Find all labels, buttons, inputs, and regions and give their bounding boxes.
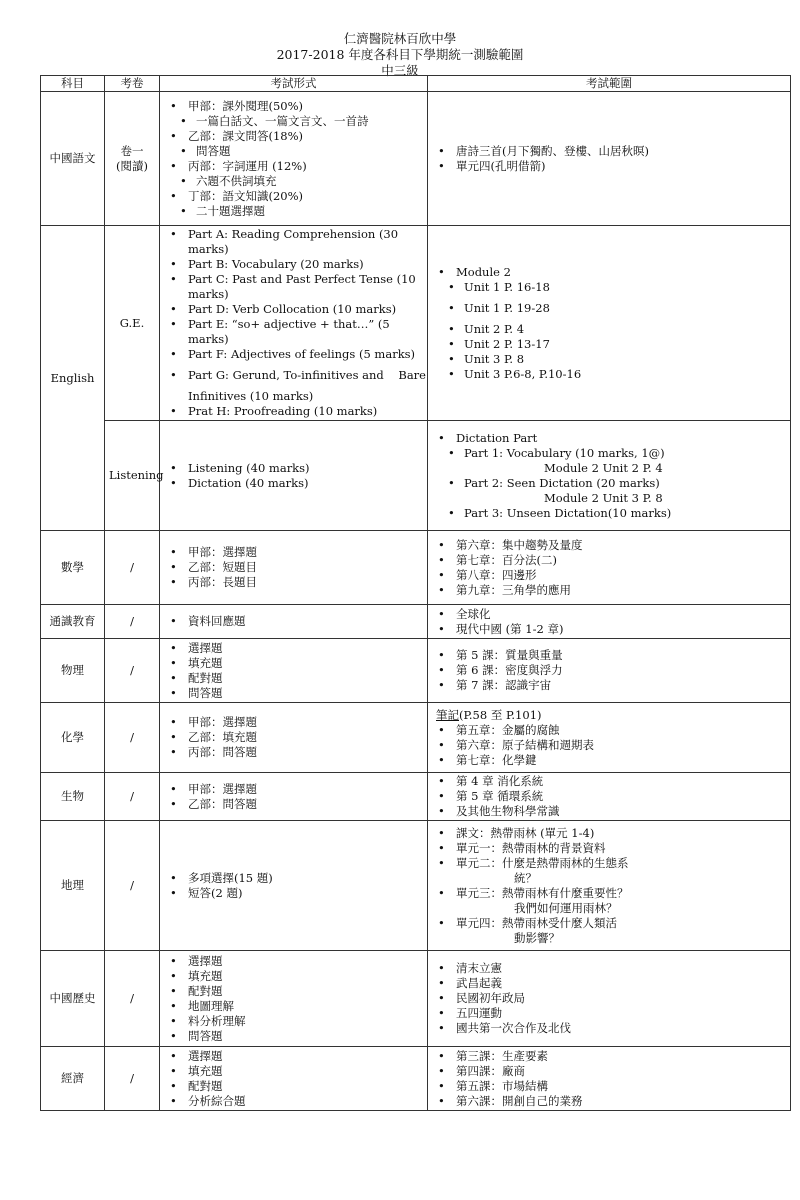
range-cell (428, 821, 791, 951)
list-item: • 丁部：語文知識(20%) (166, 189, 423, 204)
list-item: • 資料回應題 (166, 614, 423, 629)
list-item: • Dictation Part (434, 431, 786, 446)
table-row (41, 703, 791, 773)
list-item: Infinitives (10 marks) (188, 389, 314, 403)
list-item: • 乙部：填充題 (166, 730, 423, 745)
range-cell (428, 226, 791, 421)
table-row (41, 92, 791, 226)
list-item: • 單元四(孔明借箭) (434, 159, 786, 174)
list-item: • Unit 2 P. 13-17 (434, 337, 786, 352)
format-cell (160, 639, 428, 703)
list-item: • 及其他生物科學常識 (434, 804, 786, 819)
list-item: • 選擇題 (166, 1049, 423, 1064)
range-cell (428, 92, 791, 226)
table-row (41, 605, 791, 639)
list-item: • 填充題 (166, 656, 423, 671)
subject-cell: 物理 (41, 639, 105, 703)
subject-cell: 中國歷史 (41, 951, 105, 1047)
list-item: • 甲部：選擇題 (166, 545, 423, 560)
range-cell (428, 421, 791, 531)
list-item: • Unit 1 P. 19-28 (434, 301, 786, 316)
list-item: • 第九章：三角學的應用 (434, 583, 786, 598)
table-row (41, 821, 791, 951)
list-item: • 選擇題 (166, 954, 423, 969)
list-item: • 單元一：熱帶雨林的背景資料 (434, 841, 786, 856)
list-item: • 單元三：熱帶雨林有什麼重要性？ (434, 886, 786, 901)
list-item: • 第六課：開創自己的業務 (434, 1094, 786, 1109)
list-item: • 唐詩三首(月下獨酌、登樓、山居秋暝) (434, 144, 786, 159)
list-item: • 配對題 (166, 1079, 423, 1094)
range-cell (428, 605, 791, 639)
range-cell (428, 951, 791, 1047)
list-item: 統？ (514, 870, 537, 885)
list-item: • 第 5 章 循環系統 (434, 789, 786, 804)
list-item: • 丙部：長題目 (166, 575, 423, 590)
list-item: • 丙部：字詞運用 (12%) (166, 159, 423, 174)
list-item: • 問答題 (166, 686, 423, 701)
list-item: • 第 7 課：認識宇宙 (434, 678, 786, 693)
table-row (41, 951, 791, 1047)
exam-scope-table (40, 75, 791, 1111)
list-item: • Unit 3 P. 8 (434, 352, 786, 367)
list-item: • Part D: Verb Collocation (10 marks) (166, 302, 423, 317)
range-cell (428, 639, 791, 703)
list-item: • 問答題 (166, 144, 423, 159)
list-item: • 丙部：問答題 (166, 745, 423, 760)
list-item: • Prat H: Proofreading (10 marks) (166, 404, 423, 419)
range-cell (428, 773, 791, 821)
list-item: • 第七章：化學鍵 (434, 753, 786, 768)
list-item: • 填充題 (166, 1064, 423, 1079)
list-item: • 第六章：原子結構和週期表 (434, 738, 786, 753)
list-item: • Part G: Gerund, To-infinitives and Bare (166, 368, 423, 383)
list-item: 我們如何運用雨林？ (514, 900, 618, 915)
list-item: • 武昌起義 (434, 976, 786, 991)
list-item: • 第六章：集中趨勢及量度 (434, 538, 786, 553)
list-item: Module 2 Unit 2 P. 4 (544, 460, 663, 475)
notes-reference (434, 708, 786, 723)
list-item: • Unit 1 P. 16-18 (434, 280, 786, 295)
table-header-row (41, 76, 791, 92)
col-format-header: 考試形式 (160, 76, 428, 92)
subject-cell: 化學 (41, 703, 105, 773)
list-item: • 第八章：四邊形 (434, 568, 786, 583)
list-item: • 國共第一次合作及北伐 (434, 1021, 786, 1036)
list-item: • 第五課：市場結構 (434, 1079, 786, 1094)
format-cell (160, 703, 428, 773)
col-range-header: 考試範圍 (428, 76, 791, 92)
list-item: • 料分析理解 (166, 1014, 423, 1029)
list-item: • 第四課：廠商 (434, 1064, 786, 1079)
list-item: • 第 6 課：密度與浮力 (434, 663, 786, 678)
list-item: • 第 5 課：質量與重量 (434, 648, 786, 663)
format-cell (160, 92, 428, 226)
list-item: • 多項選擇(15 題) (166, 871, 423, 886)
list-item: • 第五章：金屬的腐蝕 (434, 723, 786, 738)
list-item: • Part 1: Vocabulary (10 marks, 1@) (434, 446, 786, 461)
range-cell (428, 531, 791, 605)
list-item: • 單元二：什麼是熱帶雨林的生態系 (434, 856, 786, 871)
list-item: • 選擇題 (166, 641, 423, 656)
paper-cell: G.E. (105, 226, 160, 421)
notes-label: 筆記 (436, 707, 459, 722)
list-item: • 第七章：百分法(二) (434, 553, 786, 568)
list-item: • Part B: Vocabulary (20 marks) (166, 257, 423, 272)
list-item: • 分析綜合題 (166, 1094, 423, 1109)
format-cell (160, 951, 428, 1047)
list-item: • Unit 3 P.6-8, P.10-16 (434, 367, 786, 382)
format-cell (160, 226, 428, 421)
subject-cell: 生物 (41, 773, 105, 821)
list-item: • 填充題 (166, 969, 423, 984)
list-item: • 清末立憲 (434, 961, 786, 976)
table-row (41, 773, 791, 821)
range-cell (428, 1047, 791, 1111)
format-cell (160, 605, 428, 639)
document-title: 2017-2018 年度各科目下學期統一測驗範圍 (276, 47, 524, 62)
list-item: • 現代中國 (第 1-2 章) (434, 622, 786, 637)
list-item: • 甲部：選擇題 (166, 715, 423, 730)
list-item: • Part 2: Seen Dictation (20 marks) (434, 476, 786, 491)
paper-cell: / (105, 1047, 160, 1111)
list-item: • Part E: “so+ adjective + that…” (5 marks) (166, 317, 423, 347)
format-cell (160, 821, 428, 951)
list-item: • 五四運動 (434, 1006, 786, 1021)
paper-cell: / (105, 703, 160, 773)
list-item: • 乙部：課文問答(18%) (166, 129, 423, 144)
list-item: • 第三課：生產要素 (434, 1049, 786, 1064)
list-item: • 課文：熱帶雨林 (單元 1-4) (434, 826, 786, 841)
table-row (41, 639, 791, 703)
list-item: • 第 4 章 消化系統 (434, 774, 786, 789)
list-item: • 六題不供詞填充 (166, 174, 423, 189)
paper-cell: / (105, 639, 160, 703)
list-item: • 二十題選擇題 (166, 204, 423, 219)
list-item: • 短答(2 題) (166, 886, 423, 901)
col-subject-header: 科目 (41, 76, 105, 92)
list-item: Module 2 Unit 3 P. 8 (544, 490, 663, 505)
paper-cell (105, 92, 160, 226)
subject-cell: 經濟 (41, 1047, 105, 1111)
list-item: • 民國初年政局 (434, 991, 786, 1006)
list-item: • Dictation (40 marks) (166, 476, 423, 491)
list-item: • Part F: Adjectives of feelings (5 marks) (166, 347, 423, 362)
range-cell (428, 703, 791, 773)
paper-cell: Listening (105, 421, 160, 531)
paper-cell: / (105, 951, 160, 1047)
format-cell (160, 531, 428, 605)
paper-label: 卷一 (閱讀) (116, 143, 148, 173)
format-cell (160, 773, 428, 821)
table-row (41, 421, 791, 531)
table-row (41, 531, 791, 605)
list-item: • 全球化 (434, 607, 786, 622)
list-item: • 配對題 (166, 671, 423, 686)
list-item: • 乙部：問答題 (166, 797, 423, 812)
subject-cell: 數學 (41, 531, 105, 605)
notes-pages: (P.58 至 P.101) (459, 707, 542, 722)
table-row (41, 226, 791, 421)
list-item: • 問答題 (166, 1029, 423, 1044)
list-item: • Unit 2 P. 4 (434, 322, 786, 337)
list-item: • 甲部：課外閱理(50%) (166, 99, 423, 114)
list-item: • 單元四：熱帶雨林受什麼人類活 (434, 916, 786, 931)
list-item: • 甲部：選擇題 (166, 782, 423, 797)
list-item: • Part 3: Unseen Dictation(10 marks) (434, 506, 786, 521)
list-item: • 配對題 (166, 984, 423, 999)
list-item: 動影響？ (514, 930, 560, 945)
list-item: • Part A: Reading Comprehension (30 marks) (166, 227, 423, 257)
list-item: • 地圖理解 (166, 999, 423, 1014)
list-item: • Listening (40 marks) (166, 461, 423, 476)
table-row (41, 1047, 791, 1111)
list-item: • Module 2 (434, 265, 786, 280)
subject-cell: 通識教育 (41, 605, 105, 639)
form-level: 中三級 (381, 63, 419, 78)
school-name: 仁濟醫院林百欣中學 (343, 31, 457, 46)
list-item: • Part C: Past and Past Perfect Tense (10 marks) (166, 272, 423, 302)
format-cell (160, 421, 428, 531)
paper-cell: / (105, 605, 160, 639)
subject-cell: 中國語文 (41, 92, 105, 226)
paper-cell: / (105, 773, 160, 821)
list-item: • 乙部：短題目 (166, 560, 423, 575)
list-item: • 一篇白話文、一篇文言文、一首詩 (166, 114, 423, 129)
subject-cell: 地理 (41, 821, 105, 951)
paper-cell: / (105, 821, 160, 951)
subject-cell: English (41, 226, 105, 531)
format-cell (160, 1047, 428, 1111)
paper-cell: / (105, 531, 160, 605)
col-paper-header: 考卷 (105, 76, 160, 92)
